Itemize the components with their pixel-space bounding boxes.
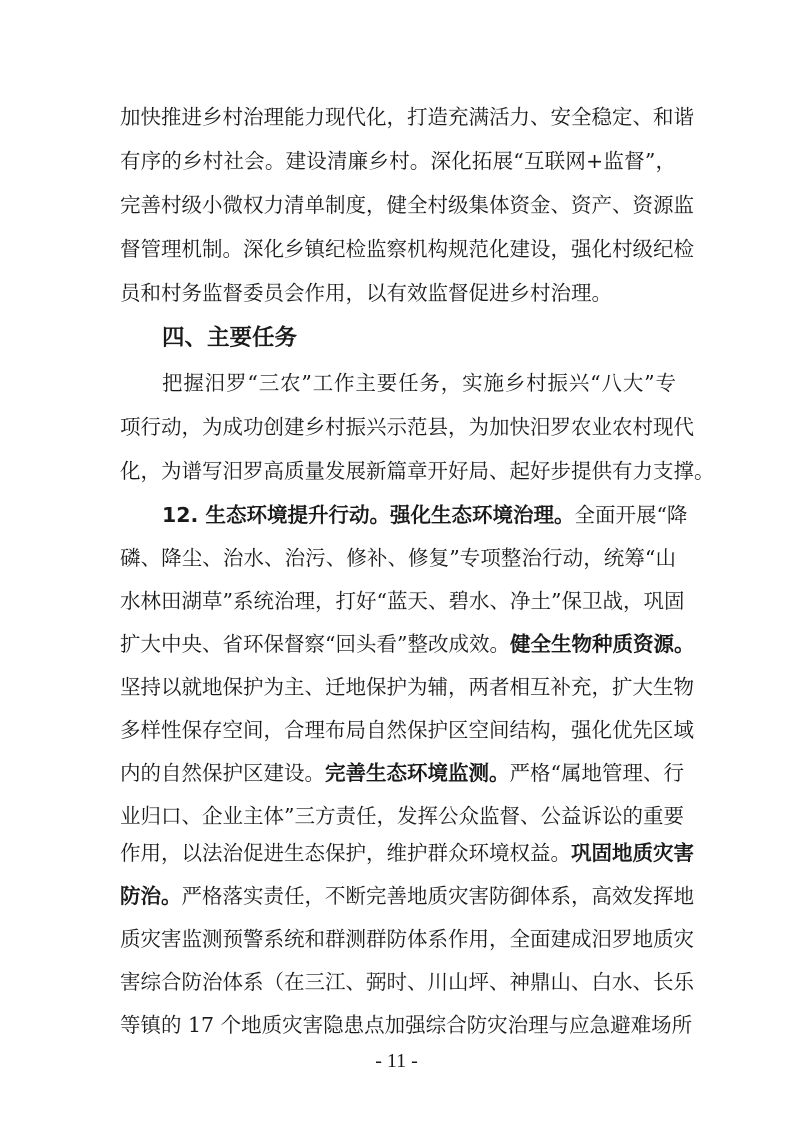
paragraph-2-line-2: 项行动，为成功创建乡村振兴示范县，为加快汨罗农业农村现代 [120,415,694,439]
subtitle-geological-hazard-end: 防治。 [120,884,182,908]
paragraph-3-line-2: 磷、降尘、治水、治污、修补、修复”专项整治行动，统筹“山 [120,546,676,570]
paragraph-3-line-1 [162,495,688,535]
paragraph-3-line-12: 害综合防治体系（在三江、弼时、川山坪、神鼎山、白水、长乐 [120,970,694,994]
paragraph-1-line-3: 完善村级小微权力清单制度，健全村级集体资金、资产、资源监 [120,193,694,217]
paragraph-3-line-9-text: 作用，以法治促进生态保护，维护群众环境权益。 [120,841,571,865]
paragraph-1-line-2: 有序的乡村社会。建设清廉乡村。深化拓展“互联网+监督”， [120,149,676,173]
paragraph-3-line-13: 等镇的 17 个地质灾害隐患点加强综合防灾治理与应急避难场所 [120,1013,693,1037]
paragraph-3-line-5: 坚持以就地保护为主、迁地保护为辅，两者相互补充，扩大生物 [120,675,694,699]
paragraph-2-line-1: 把握汨罗“三农”工作主要任务，实施乡村振兴“八大”专 [162,371,676,395]
paragraph-3-line-7-rest: 严格“属地管理、行 [509,761,684,785]
paragraph-1-line-4: 督管理机制。深化乡镇纪检监察机构规范化建设，强化村级纪检 [120,237,694,261]
subtitle-geological-hazard: 巩固地质灾害 [571,841,694,865]
paragraph-3-line-7 [120,753,684,793]
paragraph-3-line-7-text: 内的自然保护区建设。 [120,761,325,785]
section-heading: 四、主要任务 [162,325,298,351]
paragraph-1-line-5: 员和村务监督委员会作用，以有效监督促进乡村治理。 [120,281,612,305]
paragraph-3-line-4-text: 扩大中央、省环保督察“回头看”整改成效。 [120,632,510,656]
subtitle-biological-resources: 健全生物种质资源。 [509,632,695,656]
paragraph-3-line-4 [120,624,695,664]
subtitle-environment-monitoring: 完善生态环境监测。 [325,761,510,785]
paragraph-3-line-11: 质灾害监测预警系统和群测群防体系作用，全面建成汨罗地质灾 [120,927,694,951]
paragraph-2-line-3: 化，为谱写汨罗高质量发展新篇章开好局、起好步提供有力支撑。 [120,459,715,483]
action-title: 12. 生态环境提升行动。强化生态环境治理。 [162,503,575,527]
page-number: - 11 - [375,1050,418,1072]
paragraph-3-line-3: 水林田湖草”系统治理，打好“蓝天、碧水、净土”保卫战，巩固 [120,589,685,613]
paragraph-1-line-1: 加快推进乡村治理能力现代化，打造充满活力、安全稳定、和谐 [120,105,694,129]
paragraph-3-line-10-text: 严格落实责任，不断完善地质灾害防御体系，高效发挥地 [181,884,694,908]
paragraph-3-line-6: 多样性保存空间，合理布局自然保护区空间结构，强化优先区域 [120,718,694,742]
paragraph-3-line-10 [120,876,694,916]
paragraph-3-line-9 [120,833,694,873]
paragraph-3-line-1-text: 全面开展“降 [574,503,688,527]
paragraph-3-line-8: 业归口、企业主体”三方责任，发挥公众监督、公益诉讼的重要 [120,804,684,828]
